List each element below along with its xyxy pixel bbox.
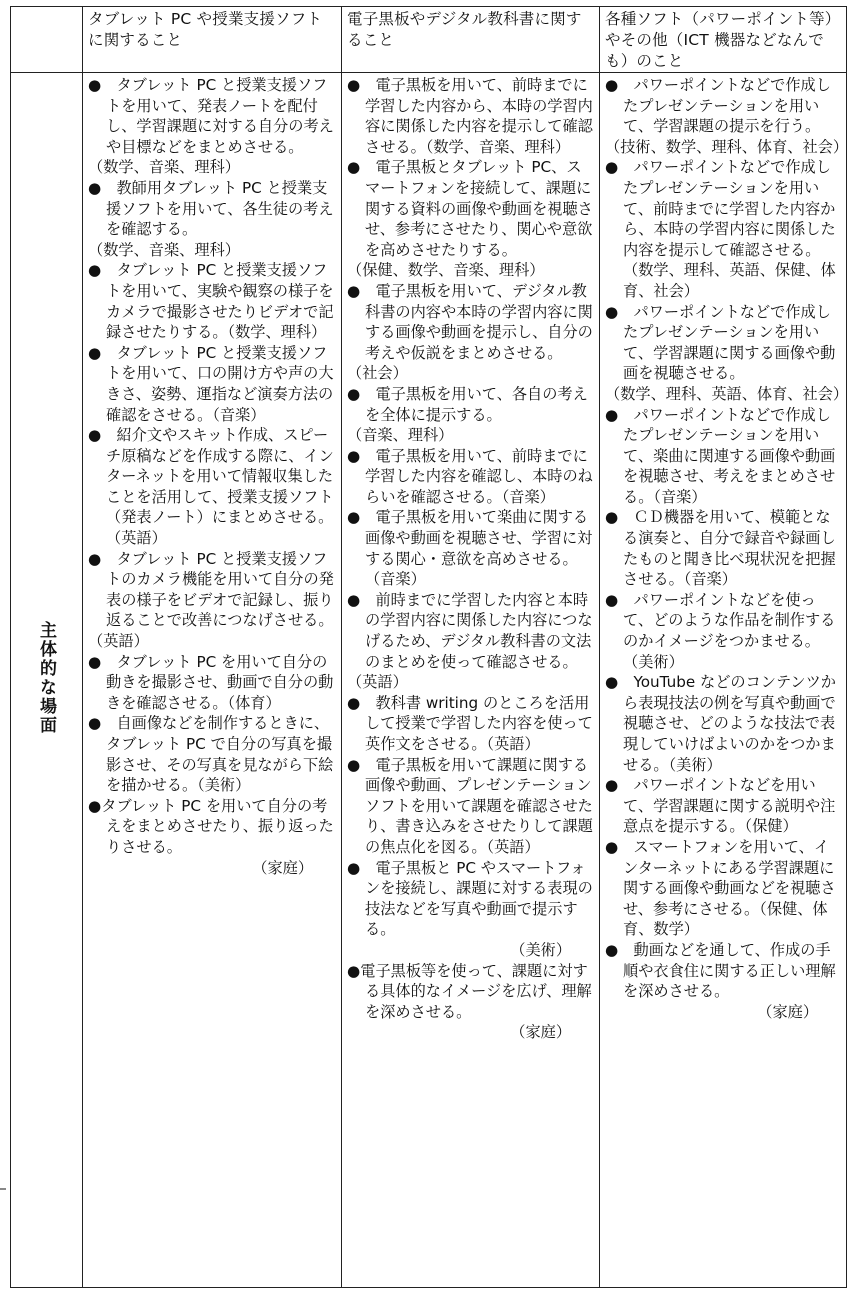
list-item-text: ● 電子黒板を用いて、デジタル教科書の内容や本時の学習内容に関する画像や動画を提示し、自分の考えや仮説をまとめさせる。 — [347, 281, 593, 362]
list-item-text: ● タブレット PC を用いて自分の動きを撮影させ、動画で自分の動きを確認させる。（体育） — [88, 652, 334, 712]
header-cell-blackboard — [342, 7, 600, 73]
header-electronic-blackboard: 電子黒板やデジタル教科書に関すること — [347, 10, 582, 49]
list-item — [347, 281, 595, 384]
list-item — [605, 157, 842, 301]
list-item-text: ● 紹介文やスキット作成、スピーチ原稿などを作成する際に、インターネットを用いて情報収集したことを活用して、授業支援ソフト（発表ノート）にまとめさせる。（英語） — [88, 426, 334, 548]
list-item-text: ● 動画などを通して、作成の手順や衣食住に関する正しい理解を深めさせる。 — [605, 940, 836, 1001]
tablet-pc-cell — [83, 73, 342, 1288]
subject-tag: （保健、数学、音楽、理科） — [347, 261, 545, 280]
list-item — [605, 590, 842, 672]
subject-tag: （数学、理科、英語、体育、社会） — [605, 384, 848, 403]
list-item — [88, 75, 337, 178]
subject-tag: （音楽、理科） — [347, 426, 454, 445]
list-item — [347, 75, 595, 157]
list-item-text: ● 電子黒板とタブレット PC、スマートフォンを接続して、課題に関する資料の画像や動画を視聴させ、参考にさせたり、関心や意欲を高めさせたりする。 — [347, 158, 593, 259]
list-item-text: ● 自画像などを制作するときに、タブレット PC で自分の写真を撮影させ、その写真を見ながら下絵を描かせる。（美術） — [88, 714, 334, 795]
subject-tag: （英語） — [88, 632, 149, 651]
list-item-text: ● タブレット PC と授業支援ソフトのカメラ機能を用いて自分の発表の様子をビデオで記録し、振り返ることで改善につなげさせる。 — [88, 549, 334, 630]
list-item — [347, 446, 595, 508]
various-software-column — [600, 73, 846, 1022]
list-item — [347, 507, 595, 589]
list-item-text: ● ＣＤ機器を用いて、模範となる演奏と、自分で録音や録画したものと聞き比べ現状況を把握させる。（音楽） — [605, 508, 836, 589]
list-item-text: ● 電子黒板を用いて楽曲に関する画像や動画を視聴させ、学習に対する関心・意欲を高めさせる。（音楽） — [347, 508, 593, 589]
subject-tag: （家庭） — [252, 858, 313, 877]
margin-tick-mark — [0, 1188, 6, 1190]
list-item — [347, 693, 595, 755]
list-item — [347, 590, 595, 693]
electronic-blackboard-column — [342, 73, 599, 1043]
list-item — [605, 672, 842, 775]
list-item — [605, 75, 848, 157]
body-row — [11, 73, 847, 1288]
list-item — [605, 302, 848, 405]
subject-tag: （美術） — [510, 940, 571, 959]
list-item — [347, 961, 595, 1043]
row-label-cell — [11, 73, 83, 1288]
list-item — [88, 796, 337, 878]
list-item-text: ● 電子黒板を用いて、前時までに学習した内容を確認し、本時のねらいを確認させる。（音楽） — [347, 446, 593, 506]
list-item — [347, 858, 595, 961]
practice-table — [10, 6, 847, 1288]
list-item — [605, 405, 842, 508]
subject-tag: （社会） — [347, 364, 408, 383]
list-item — [347, 384, 595, 446]
list-item-text: ●電子黒板等を使って、課題に対する具体的なイメージを広げ、理解を深めさせる。 — [347, 961, 592, 1021]
list-item-text: ● 電子黒板を用いて、前時までに学習した内容から、本時の学習内容に関係した内容を提示して確認させる。（数学、音楽、理科） — [347, 76, 593, 156]
software-cell — [600, 73, 847, 1288]
list-item — [88, 549, 337, 652]
list-item-text: ● パワーポイントなどで作成したプレゼンテーションを用いて、学習課題に関する画像や動画を視聴させる。 — [605, 302, 836, 383]
header-cell-software — [600, 7, 847, 73]
list-item-text: ● パワーポイントなどで作成したプレゼンテーションを用いて、学習課題の提示を行う。 — [605, 76, 831, 136]
subject-tag: （英語） — [347, 673, 408, 692]
list-item — [88, 260, 337, 342]
list-item-text: ● タブレット PC と授業支援ソフトを用いて、発表ノートを配付し、学習課題に対する自分の考えや目標などをまとめさせる。 — [88, 76, 334, 156]
list-item-text: ● タブレット PC と授業支援ソフトを用いて、実験や観察の様子をカメラで撮影させたりビデオで記録させたりする。（数学、理科） — [88, 261, 334, 342]
tablet-pc-column — [83, 73, 341, 878]
list-item — [88, 343, 337, 425]
subject-tag: （数学、音楽、理科） — [88, 158, 240, 177]
list-item — [605, 507, 842, 589]
list-item-text: ● 前時までに学習した内容と本時の学習内容に関係した内容につなげるため、デジタル教科書の文法のまとめを使って確認させる。 — [347, 590, 593, 671]
subject-tag: （家庭） — [757, 1002, 818, 1021]
list-item-text: ● タブレット PC と授業支援ソフトを用いて、口の開け方や声の大きさ、姿勢、運指など演奏方法の確認をさせる。（音楽） — [88, 343, 334, 424]
list-item-text: ● 教科書 writing のところを活用して授業で学習した内容を使って英作文をさせる。（英語） — [347, 693, 593, 753]
list-item — [605, 940, 842, 1022]
header-cell-tablet — [83, 7, 342, 73]
list-item-text: ● パワーポイントなどで作成したプレゼンテーションを用いて、楽曲に関連する画像や動画を視聴させ、考えをまとめさせる。（音楽） — [605, 405, 836, 506]
header-tablet-pc: タブレット PC や授業支援ソフトに関すること — [88, 10, 323, 49]
subject-tag: （数学、音楽、理科） — [88, 240, 240, 259]
list-item-text: ● パワーポイントなどを用いて、学習課題に関する説明や注意点を提示する。（保健） — [605, 776, 836, 836]
header-row — [11, 7, 847, 73]
row-label-proactive-scene: 主体的な場面 — [36, 621, 56, 735]
list-item — [605, 775, 842, 837]
header-corner-cell — [11, 7, 83, 73]
list-item — [88, 178, 337, 260]
list-item-text: ● パワーポイントなどで作成したプレゼンテーションを用いて、前時までに学習した内容から、本時の学習内容に関係した内容を提示して確認させる。（数学、理科、英語、保健、体育、社会） — [605, 158, 836, 300]
list-item — [88, 425, 337, 549]
subject-tag: （技術、数学、理科、体育、社会） — [605, 137, 848, 156]
list-item-text: ● 教師用タブレット PC と授業支援ソフトを用いて、各生徒の考えを確認する。 — [88, 178, 334, 239]
list-item — [88, 713, 337, 795]
list-item-text: ● YouTube などのコンテンツから表現技法の例を写真や動画で視聴させ、どのような技法で表現していけばよいのかをつかませる。（美術） — [605, 673, 836, 774]
list-item-text: ● 電子黒板を用いて、各自の考えを全体に提示する。 — [347, 384, 588, 424]
list-item — [605, 837, 842, 940]
subject-tag: （家庭） — [510, 1023, 571, 1042]
list-item-text: ● パワーポイントなどを使って、どのような作品を制作するのかイメージをつかませる。（美術） — [605, 590, 836, 671]
list-item — [347, 755, 595, 858]
list-item — [88, 652, 337, 714]
list-item-text: ● 電子黒板を用いて課題に関する画像や動画、プレゼンテーションソフトを用いて課題を確認させたり、書き込みをさせたりして課題の焦点化を図る。（英語） — [347, 755, 593, 856]
header-various-software: 各種ソフト（パワーポイント等）やその他（ICT 機器などなんでも）のこと — [605, 10, 841, 70]
list-item-text: ● スマートフォンを用いて、インターネットにある学習課題に関する画像や動画などを視聴させ、参考にさせる。（保健、体育、数学） — [605, 837, 836, 939]
list-item-text: ● 電子黒板と PC やスマートフォンを接続し、課題に対する表現の技法などを写真や動画で提示する。 — [347, 858, 593, 939]
list-item — [347, 157, 595, 281]
blackboard-cell — [342, 73, 600, 1288]
list-item-text: ●タブレット PC を用いて自分の考えをまとめさせたり、振り返ったりさせる。 — [88, 796, 334, 856]
